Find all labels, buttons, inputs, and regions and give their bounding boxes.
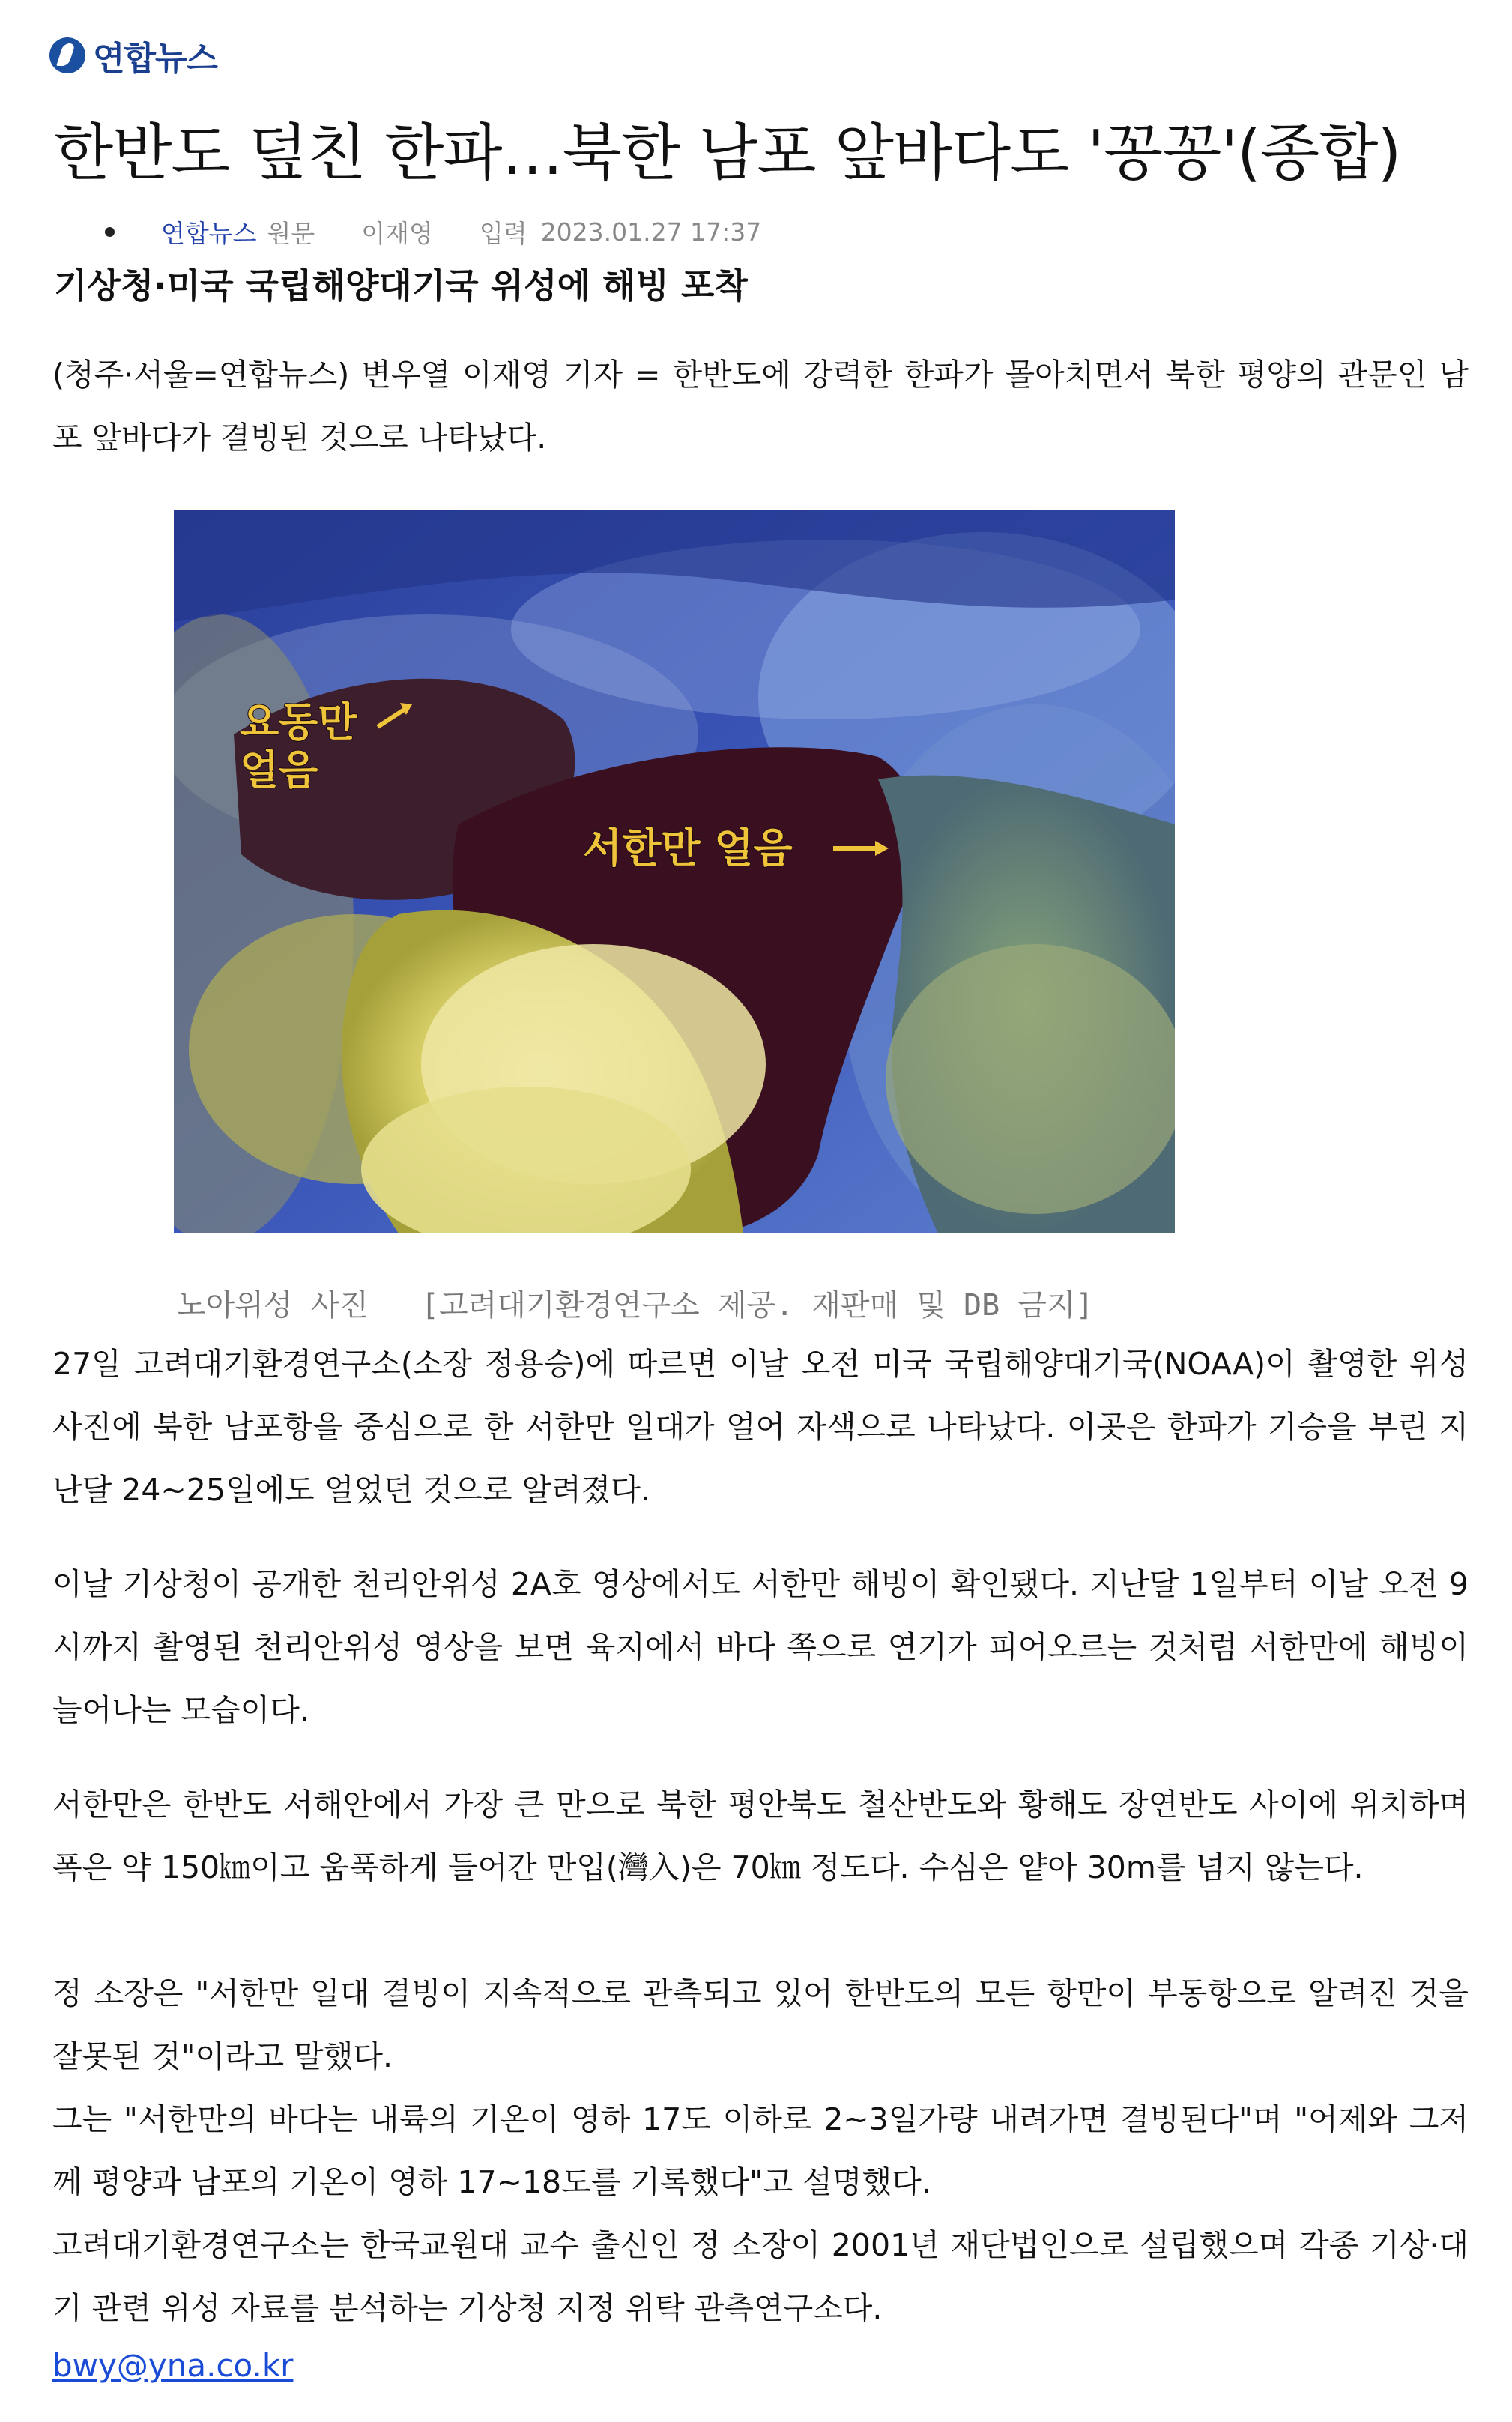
article-subtitle: 기상청·미국 국립해양대기국 위성에 해빙 포착	[54, 265, 748, 306]
label-liaodong-line1: 요동만	[240, 698, 357, 746]
article-paragraph: 정 소장은 "서한만 일대 결빙이 지속적으로 관측되고 있어 한반도의 모든 항만이 부동항으로 알려진 것을 잘못된 것"이라고 말했다.	[52, 1975, 1469, 2074]
caption-source: [고려대기환경연구소 제공. 재판매 및 DB 금지]	[420, 1288, 1094, 1323]
article-paragraph: 이날 기상청이 공개한 천리안위성 2A호 영상에서도 서한만 해빙이 확인됐다. 지난달 1일부터 이날 오전 9시까지 촬영된 천리안위성 영상을 보면 육지에서 바다 쪽으로 연기가 피어오르는 것처럼 서한만에 해빙이 늘어나는 모습이다.	[52, 1566, 1469, 1728]
yonhap-logo-icon	[49, 37, 85, 73]
logo-text: 연합뉴스	[93, 40, 218, 78]
article-title: 한반도 덮친 한파…북한 남포 앞바다도 '꽁꽁'(종합)	[54, 118, 1401, 189]
caption-text: 노아위성 사진	[177, 1288, 369, 1323]
date-label: 입력	[479, 219, 527, 248]
bullet-icon	[105, 227, 115, 237]
article-paragraph: 고려대기환경연구소는 한국교원대 교수 출신인 정 소장이 2001년 재단법인으로 설립했으며 각종 기상·대기 관련 위성 자료를 분석하는 기상청 지정 위탁 관측연구소다.	[52, 2227, 1469, 2326]
author-name: 이재영	[361, 219, 433, 248]
publish-date: 2023.01.27 17:37	[540, 217, 762, 247]
article-paragraph: 서한만은 한반도 서해안에서 가장 큰 만으로 북한 평안북도 철산반도와 황해도 장연반도 사이에 위치하며 폭은 약 150㎞이고 움푹하게 들어간 만입(灣入)은 70㎞ 정도다. 수심은 얕아 30m를 넘지 않는다.	[52, 1787, 1469, 1885]
label-westkorea-bay: 서한만 얼음	[583, 824, 793, 872]
satellite-image	[174, 510, 1175, 1233]
satellite-photo	[174, 510, 1175, 1233]
photo-caption	[177, 1281, 1094, 1324]
article-paragraph: 그는 "서한만의 바다는 내륙의 기온이 영하 17도 이하로 2~3일가량 내려가면 결빙된다"며 "어제와 그저께 평양과 남포의 기온이 영하 17~18도를 기록했다"고 설명했다.	[52, 2101, 1469, 2200]
article-paragraph: 27일 고려대기환경연구소(소장 정용승)에 따르면 이날 오전 미국 국립해양대기국(NOAA)이 촬영한 위성사진에 북한 남포항을 중심으로 한 서한만 일대가 얼어 자색으로 나타났다. 이곳은 한파가 기승을 부린 지난달 24~25일에도 얼었던 것으로 알려졌다.	[52, 1346, 1469, 1508]
label-liaodong-line2: 얼음	[240, 746, 318, 794]
source-link[interactable]: 연합뉴스	[161, 219, 257, 248]
article-meta	[105, 214, 761, 250]
reporter-email-link[interactable]: bwy@yna.co.kr	[52, 2347, 294, 2384]
article-paragraph: (청주·서울=연합뉴스) 변우열 이재영 기자 = 한반도에 강력한 한파가 몰아치면서 북한 평양의 관문인 남포 앞바다가 결빙된 것으로 나타났다.	[52, 357, 1469, 456]
site-logo[interactable]	[49, 33, 217, 78]
source-type: 원문	[267, 219, 315, 248]
